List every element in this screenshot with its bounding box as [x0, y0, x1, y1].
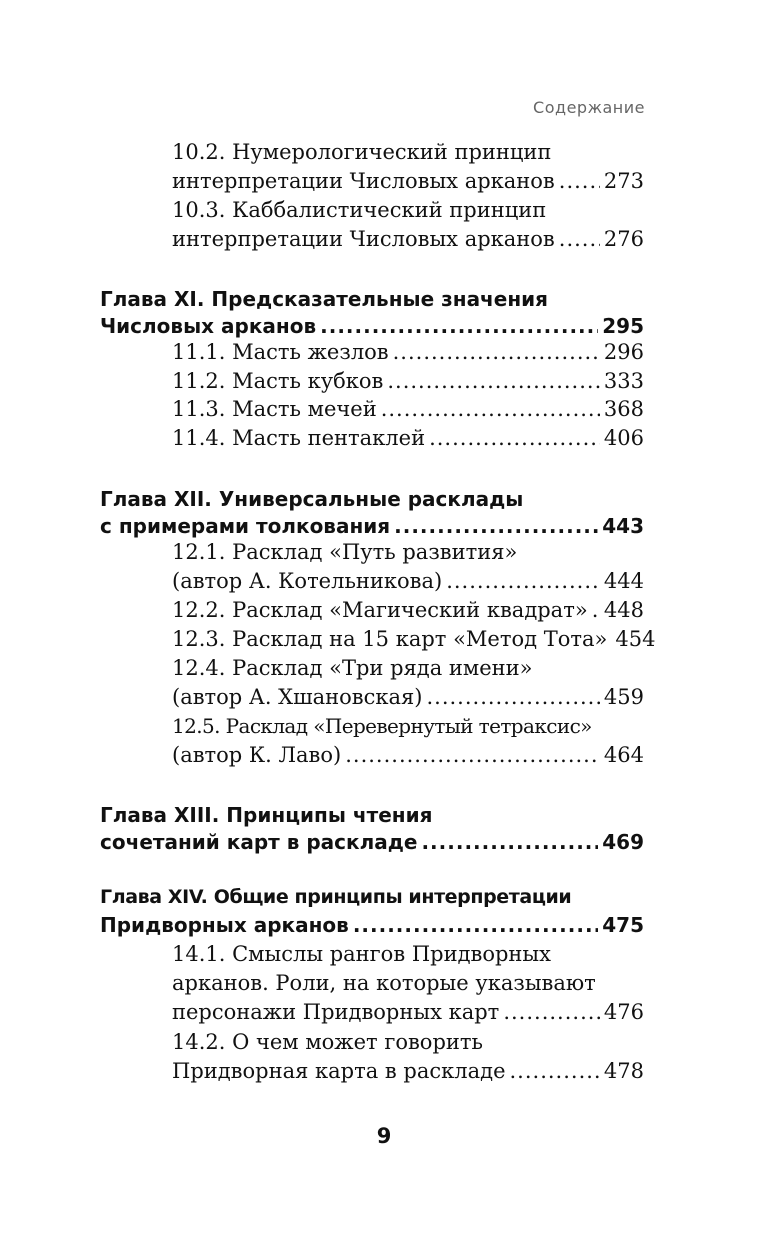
toc-entry-title: персонажи Придворных карт: [172, 1000, 500, 1024]
toc-chapter-title: Глава XIV. Общие принципы интерпретации: [100, 886, 572, 908]
toc-entry-12-5[interactable]: [172, 714, 644, 744]
toc-entry-12-2[interactable]: [172, 598, 644, 628]
toc-entry-10-2[interactable]: [172, 140, 644, 170]
toc-entry-title: интерпретации Числовых арканов: [172, 227, 555, 251]
toc-entry-12-5-cont[interactable]: [172, 743, 644, 773]
toc-page-number: 296: [603, 340, 644, 364]
toc-page-number: 448: [603, 598, 644, 622]
toc-entry-title: 11.1. Масть жезлов: [172, 340, 389, 364]
toc-chapter-13[interactable]: [100, 803, 644, 833]
toc-chapter-title: Глава XII. Универсальные расклады: [100, 487, 524, 511]
dot-leader: [381, 397, 600, 421]
toc-entry-10-2-cont[interactable]: [172, 169, 644, 199]
dot-leader: [345, 743, 600, 767]
toc-entry-title: 12.1. Расклад «Путь развития»: [172, 540, 518, 564]
dot-leader: [421, 830, 598, 854]
toc-entry-title: 12.3. Расклад на 15 карт «Метод Тота»: [172, 627, 608, 651]
toc-entry-11-3[interactable]: [172, 397, 644, 427]
toc-chapter-title: Глава XI. Предсказательные значения: [100, 287, 549, 311]
dot-leader: [429, 426, 600, 450]
toc-page-number: 333: [603, 369, 644, 393]
toc-entry-title: 12.5. Расклад «Перевернутый тетраксис»: [172, 714, 592, 738]
dot-leader: [503, 1000, 600, 1024]
toc-entry-14-1-cont[interactable]: [172, 971, 644, 1001]
toc-chapter-title: с примерами толкования: [100, 514, 391, 538]
dot-leader: [387, 369, 600, 393]
toc-chapter-12[interactable]: [100, 487, 644, 517]
dot-leader: [559, 227, 600, 251]
dot-leader: [446, 569, 600, 593]
toc-chapter-13-cont[interactable]: [100, 830, 644, 860]
toc-page-number: 464: [603, 743, 644, 767]
dot-leader: [426, 685, 599, 709]
toc-entry-title: интерпретации Числовых арканов: [172, 169, 555, 193]
toc-page-number: 459: [603, 685, 644, 709]
toc-entry-title: 14.2. О чем может говорить: [172, 1030, 483, 1054]
toc-page-number: 406: [603, 426, 644, 450]
toc-entry-11-4[interactable]: [172, 426, 644, 456]
toc-entry-12-4[interactable]: [172, 656, 644, 686]
toc-entry-12-1-cont[interactable]: [172, 569, 644, 599]
dot-leader: [393, 340, 600, 364]
toc-entry-title: (автор А. Хшановская): [172, 685, 423, 709]
page-number: 9: [376, 1124, 392, 1148]
toc-chapter-14[interactable]: [100, 886, 644, 916]
toc-entry-title: 14.1. Смыслы рангов Придворных: [172, 942, 551, 966]
toc-entry-14-2-cont[interactable]: [172, 1059, 644, 1089]
toc-page-number: 368: [603, 397, 644, 421]
toc-chapter-title: Глава XIII. Принципы чтения: [100, 803, 433, 827]
toc-entry-title: 12.4. Расклад «Три ряда имени»: [172, 656, 533, 680]
toc-entry-title: 10.3. Каббалистический принцип: [172, 198, 547, 222]
dot-leader: [592, 598, 600, 622]
toc-entry-title: 11.4. Масть пентаклей: [172, 426, 426, 450]
toc-entry-title: 11.2. Масть кубков: [172, 369, 384, 393]
dot-leader: [394, 514, 598, 538]
toc-entry-title: 12.2. Расклад «Магический квадрат»: [172, 598, 588, 622]
toc-entry-11-1[interactable]: [172, 340, 644, 370]
toc-entry-14-2[interactable]: [172, 1030, 644, 1060]
dot-leader: [559, 169, 600, 193]
toc-page-number: 444: [603, 569, 644, 593]
toc-entry-14-1[interactable]: [172, 942, 644, 972]
toc-page-number: 443: [602, 514, 644, 538]
toc-entry-12-4-cont[interactable]: [172, 685, 644, 715]
dot-leader: [510, 1059, 600, 1083]
toc-entry-title: (автор К. Лаво): [172, 743, 342, 767]
toc-page-number: 475: [602, 913, 644, 937]
toc-chapter-title: Числовых арканов: [100, 314, 317, 338]
toc-entry-11-2[interactable]: [172, 369, 644, 399]
toc-entry-10-3[interactable]: [172, 198, 644, 228]
toc-chapter-title: сочетаний карт в раскладе: [100, 830, 418, 854]
toc-chapter-11[interactable]: [100, 287, 644, 317]
toc-chapter-title: Придворных арканов: [100, 913, 349, 937]
toc-entry-title: Придворная карта в раскладе: [172, 1059, 506, 1083]
toc-entry-10-3-cont[interactable]: [172, 227, 644, 257]
toc-entry-12-1[interactable]: [172, 540, 644, 570]
toc-chapter-14-cont[interactable]: [100, 913, 644, 943]
toc-entry-14-1-cont2[interactable]: [172, 1000, 644, 1030]
toc-page-number: 273: [603, 169, 644, 193]
toc-entry-title: (автор А. Котельникова): [172, 569, 443, 593]
toc-page-number: 454: [615, 627, 656, 651]
toc-page-number: 295: [602, 314, 644, 338]
dot-leader: [353, 913, 598, 937]
toc-page-number: 478: [603, 1059, 644, 1083]
toc-entry-title: 11.3. Масть мечей: [172, 397, 377, 421]
toc-page-number: 476: [603, 1000, 644, 1024]
toc-page-number: 469: [602, 830, 644, 854]
toc-entry-12-3[interactable]: [172, 627, 656, 657]
toc-entry-title: 10.2. Нумерологический принцип: [172, 140, 552, 164]
toc-entry-title: арканов. Роли, на которые указывают: [172, 971, 596, 995]
running-head: Содержание: [533, 98, 645, 117]
dot-leader: [320, 314, 598, 338]
toc-page-number: 276: [603, 227, 644, 251]
